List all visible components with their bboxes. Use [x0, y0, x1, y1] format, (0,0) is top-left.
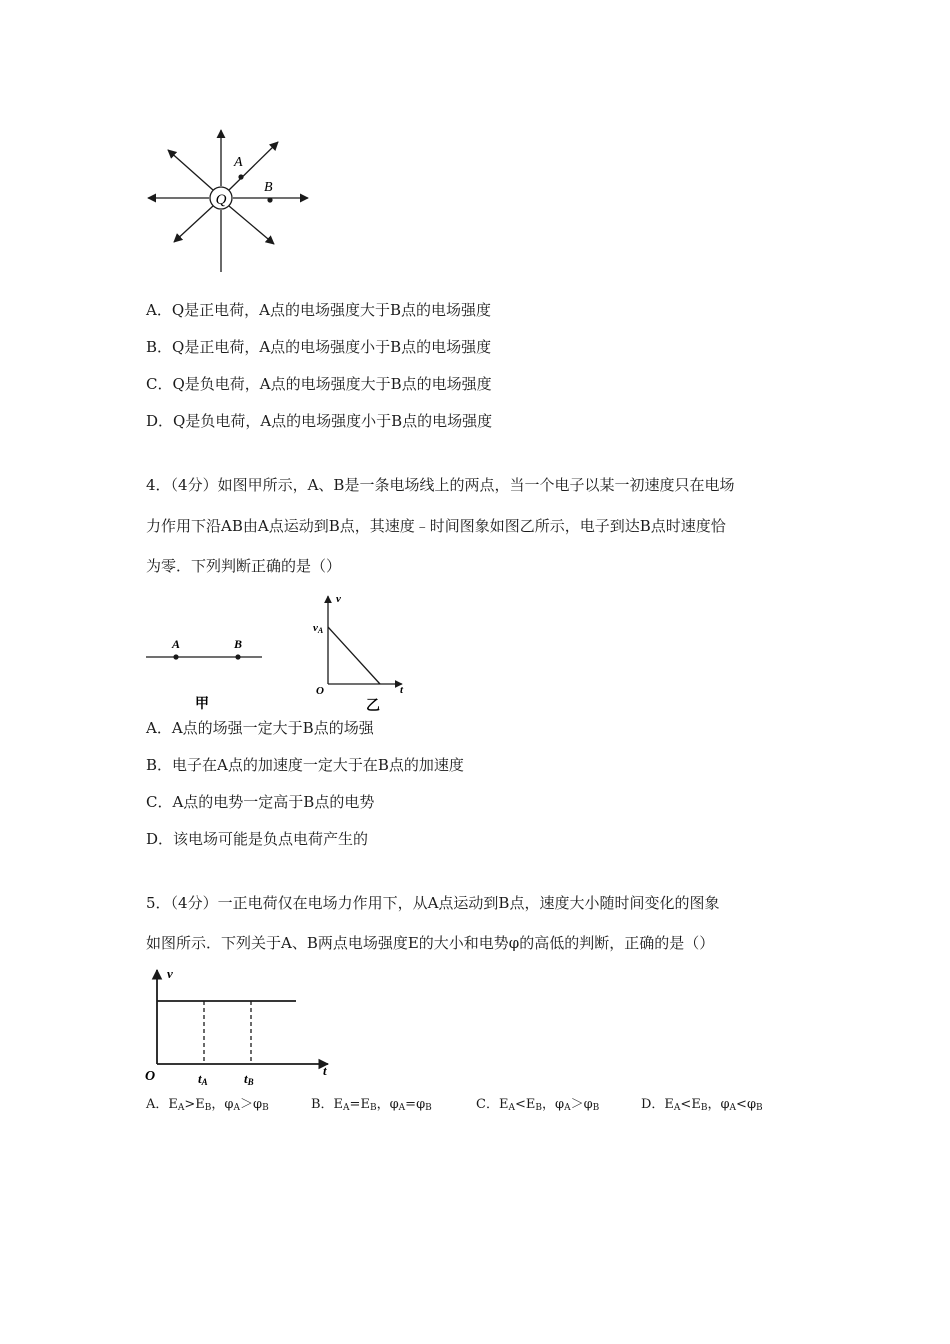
- constant-velocity-graph: [140, 962, 340, 1090]
- q4-option-c: C．A点的电势一定高于B点的电势: [146, 793, 375, 811]
- velocity-time-graph-yi: [306, 590, 416, 715]
- q3-option-a: A．Q是正电荷，A点的电场强度大于B点的电场强度: [146, 301, 491, 319]
- q5-ta-label: tA: [198, 1071, 208, 1087]
- charge-label-q: Q: [215, 192, 227, 208]
- jia-caption: 甲: [195, 697, 209, 710]
- q5-tb-label: tB: [244, 1071, 254, 1087]
- q4-option-b: B．电子在A点的加速度一定大于在B点的加速度: [146, 756, 464, 774]
- q5-option-d: D．$E_A<E_B$，$\varphi_A<\varphi_B$: [641, 1097, 763, 1113]
- point-charge-field-figure: [140, 120, 320, 280]
- q5-origin-label: O: [144, 1069, 156, 1084]
- yi-t-axis-label: t: [400, 684, 404, 696]
- q4-option-a: A．A点的场强一定大于B点的场强: [146, 719, 374, 737]
- yi-va-label: vA: [313, 622, 324, 635]
- q3-option-b: B．Q是正电荷，A点的电场强度小于B点的电场强度: [146, 338, 492, 356]
- point-label-a: A: [234, 155, 243, 170]
- point-label-b: B: [264, 180, 273, 195]
- q5-options: [146, 1095, 763, 1118]
- field-line-figure-jia: [140, 630, 270, 710]
- jia-label-a: A: [171, 637, 181, 651]
- q5-stem-line-1: 5．（4分）一正电荷仅在电场力作用下，从A点运动到B点，速度大小随时间变化的图象: [146, 894, 720, 912]
- q5-v-axis-label: v: [167, 966, 173, 981]
- q4-stem-line-1: 4．（4分）如图甲所示，A、B是一条电场线上的两点，当一个电子以某一初速度只在电场: [146, 476, 735, 494]
- q5-stem-line-2: 如图所示．下列关于A、B两点电场强度E的大小和电势φ的高低的判断，正确的是（）: [146, 934, 715, 952]
- q3-option-c: C．Q是负电荷，A点的电场强度大于B点的电场强度: [146, 375, 492, 393]
- q5-option-b: B．$E_A=E_B$，$\varphi_A=\varphi_B$: [311, 1097, 432, 1113]
- q4-stem-line-3: 为零．下列判断正确的是（）: [146, 557, 342, 575]
- jia-label-b: B: [233, 637, 243, 651]
- q3-option-d: D．Q是负电荷，A点的电场强度小于B点的电场强度: [146, 412, 493, 430]
- yi-v-axis-label: v: [336, 593, 341, 605]
- yi-caption: 乙: [366, 699, 380, 714]
- q5-t-axis-label: t: [323, 1063, 327, 1078]
- q5-option-a: A．$E_A>E_B$，$\varphi_A>\varphi_B$: [146, 1097, 269, 1113]
- q5-option-c: C．$E_A<E_B$，$\varphi_A>\varphi_B$: [476, 1097, 600, 1113]
- q4-stem-line-2: 力作用下沿AB由A点运动到B点，其速度﹣时间图象如图乙所示，电子到达B点时速度恰: [146, 517, 726, 535]
- q4-option-d: D．该电场可能是负点电荷产生的: [146, 830, 369, 848]
- yi-origin-label: O: [316, 685, 324, 697]
